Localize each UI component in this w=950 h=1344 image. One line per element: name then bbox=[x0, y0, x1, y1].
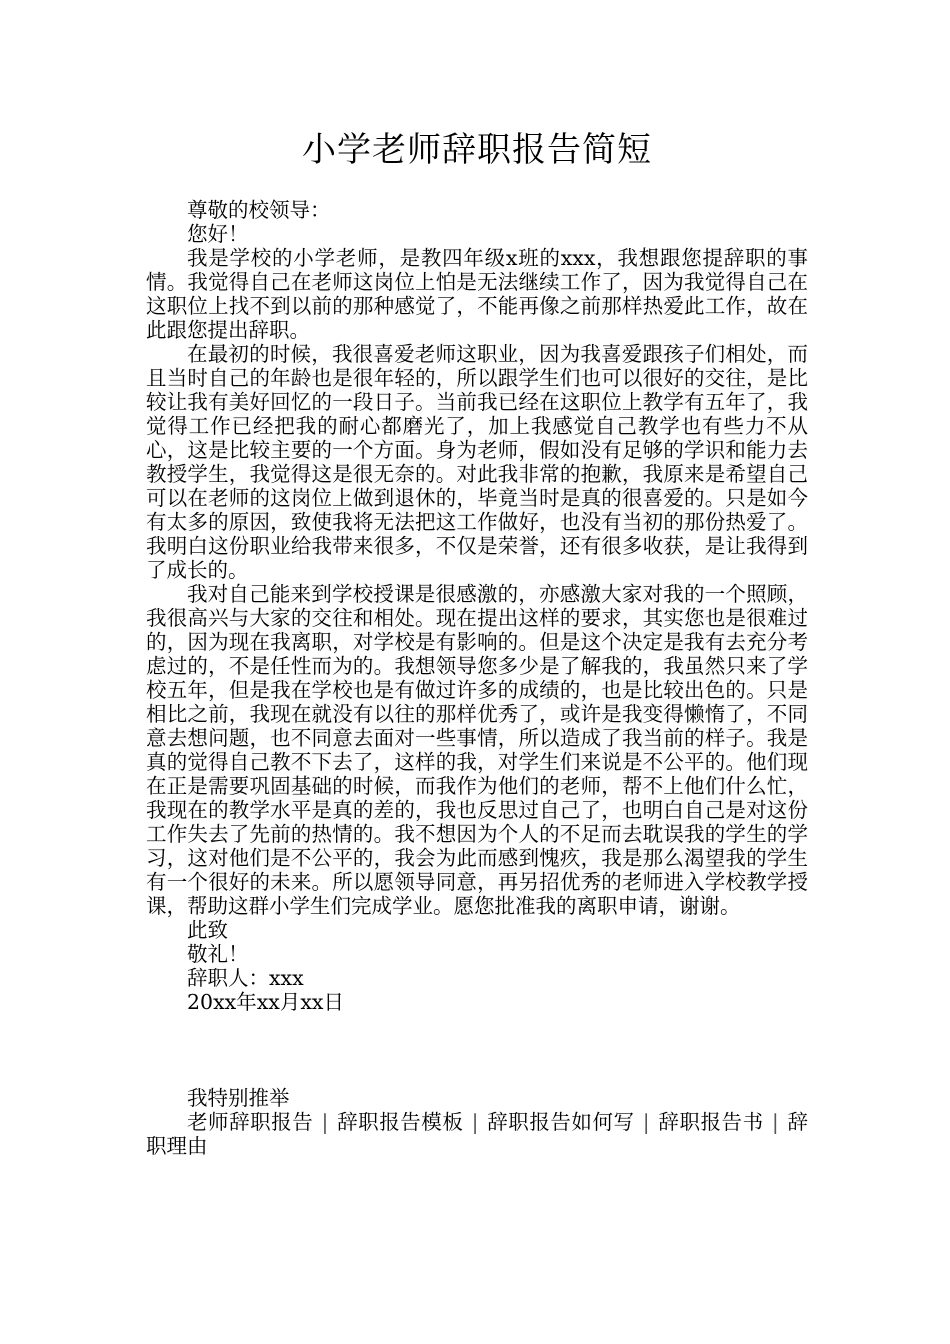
link-separator: | bbox=[771, 1110, 779, 1134]
recommend-links bbox=[146, 1110, 808, 1158]
spacer bbox=[146, 1014, 808, 1086]
paragraph-1: 我是学校的小学老师，是教四年级x班的xxx，我想跟您提辞职的事情。我觉得自己在老师这岗位上怕是无法继续工作了，因为我觉得自己在这职位上找不到以前的那种感觉了，不能再像之前那样热爱此工作，故在此跟您提出辞职。 bbox=[146, 246, 808, 342]
signer: 辞职人：xxx bbox=[187, 966, 304, 990]
link-separator: | bbox=[471, 1110, 479, 1134]
recommend-link[interactable]: 辞职报告书 bbox=[657, 1110, 764, 1134]
date: 20xx年xx月xx日 bbox=[187, 990, 344, 1014]
greeting: 您好！ bbox=[187, 222, 249, 246]
recommend-link[interactable]: 辞职报告模板 bbox=[336, 1110, 464, 1134]
recommend-link[interactable]: 老师辞职报告 bbox=[187, 1110, 314, 1134]
closing-line-2: 敬礼！ bbox=[187, 942, 249, 966]
closing-line-1: 此致 bbox=[187, 918, 228, 942]
page-title: 小学老师辞职报告简短 bbox=[302, 130, 652, 170]
link-separator: | bbox=[321, 1110, 329, 1134]
paragraph-3: 我对自己能来到学校授课是很感激的，亦感激大家对我的一个照顾，我很高兴与大家的交往和相处。现在提出这样的要求，其实您也是很难过的，因为现在我离职，对学校是有影响的。但是这个决定是我有去充分考虑过的，不是任性而为的。我想领导您多少是了解我的，我虽然只来了学校五年，但是我在学校也是有做过许多的成绩的，也是比较出色的。只是相比之前，我现在就没有以往的那样优秀了，或许是我变得懒惰了，不同意去想问题，也不同意去面对一些事情，所以造成了我当前的样子。我是真的觉得自己教不下去了，这样的我，对学生们来说是不公平的。他们现在正是需要巩固基础的时候，而我作为他们的老师，帮不上他们什么忙，我现在的教学水平是真的差的，我也反思过自己了，也明白自己是对这份工作失去了先前的热情的。我不想因为个人的不足而去耽误我的学生的学习，这对他们是不公平的，我会为此而感到愧疚，我是那么渴望我的学生有一个很好的未来。所以愿领导同意，再另招优秀的老师进入学校教学授课，帮助这群小学生们完成学业。愿您批准我的离职申请，谢谢。 bbox=[146, 582, 808, 918]
recommend-link[interactable]: 辞职报告如何写 bbox=[486, 1110, 635, 1134]
recommend-heading: 我特别推举 bbox=[187, 1086, 290, 1110]
recommend-link[interactable]: 辞职理由 bbox=[146, 1110, 808, 1158]
salutation: 尊敬的校领导： bbox=[187, 198, 331, 222]
paragraph-2: 在最初的时候，我很喜爱老师这职业，因为我喜爱跟孩子们相处，而且当时自己的年龄也是很年轻的，所以跟学生们也可以很好的交往，是比较让我有美好回忆的一段日子。当前我已经在这职位上教学有五年了，我觉得工作已经把我的耐心都磨光了，加上我感觉自己教学也有些力不从心，这是比较主要的一个方面。身为老师，假如没有足够的学识和能力去教授学生，我觉得这是很无奈的。对此我非常的抱歉，我原来是希望自己可以在老师的这岗位上做到退休的，毕竟当时是真的很喜爱的。只是如今有太多的原因，致使我将无法把这工作做好，也没有当初的那份热爱了。我明白这份职业给我带来很多，不仅是荣誉，还有很多收获，是让我得到了成长的。 bbox=[146, 342, 808, 582]
link-separator: | bbox=[642, 1110, 650, 1134]
letter-body bbox=[146, 198, 808, 1158]
